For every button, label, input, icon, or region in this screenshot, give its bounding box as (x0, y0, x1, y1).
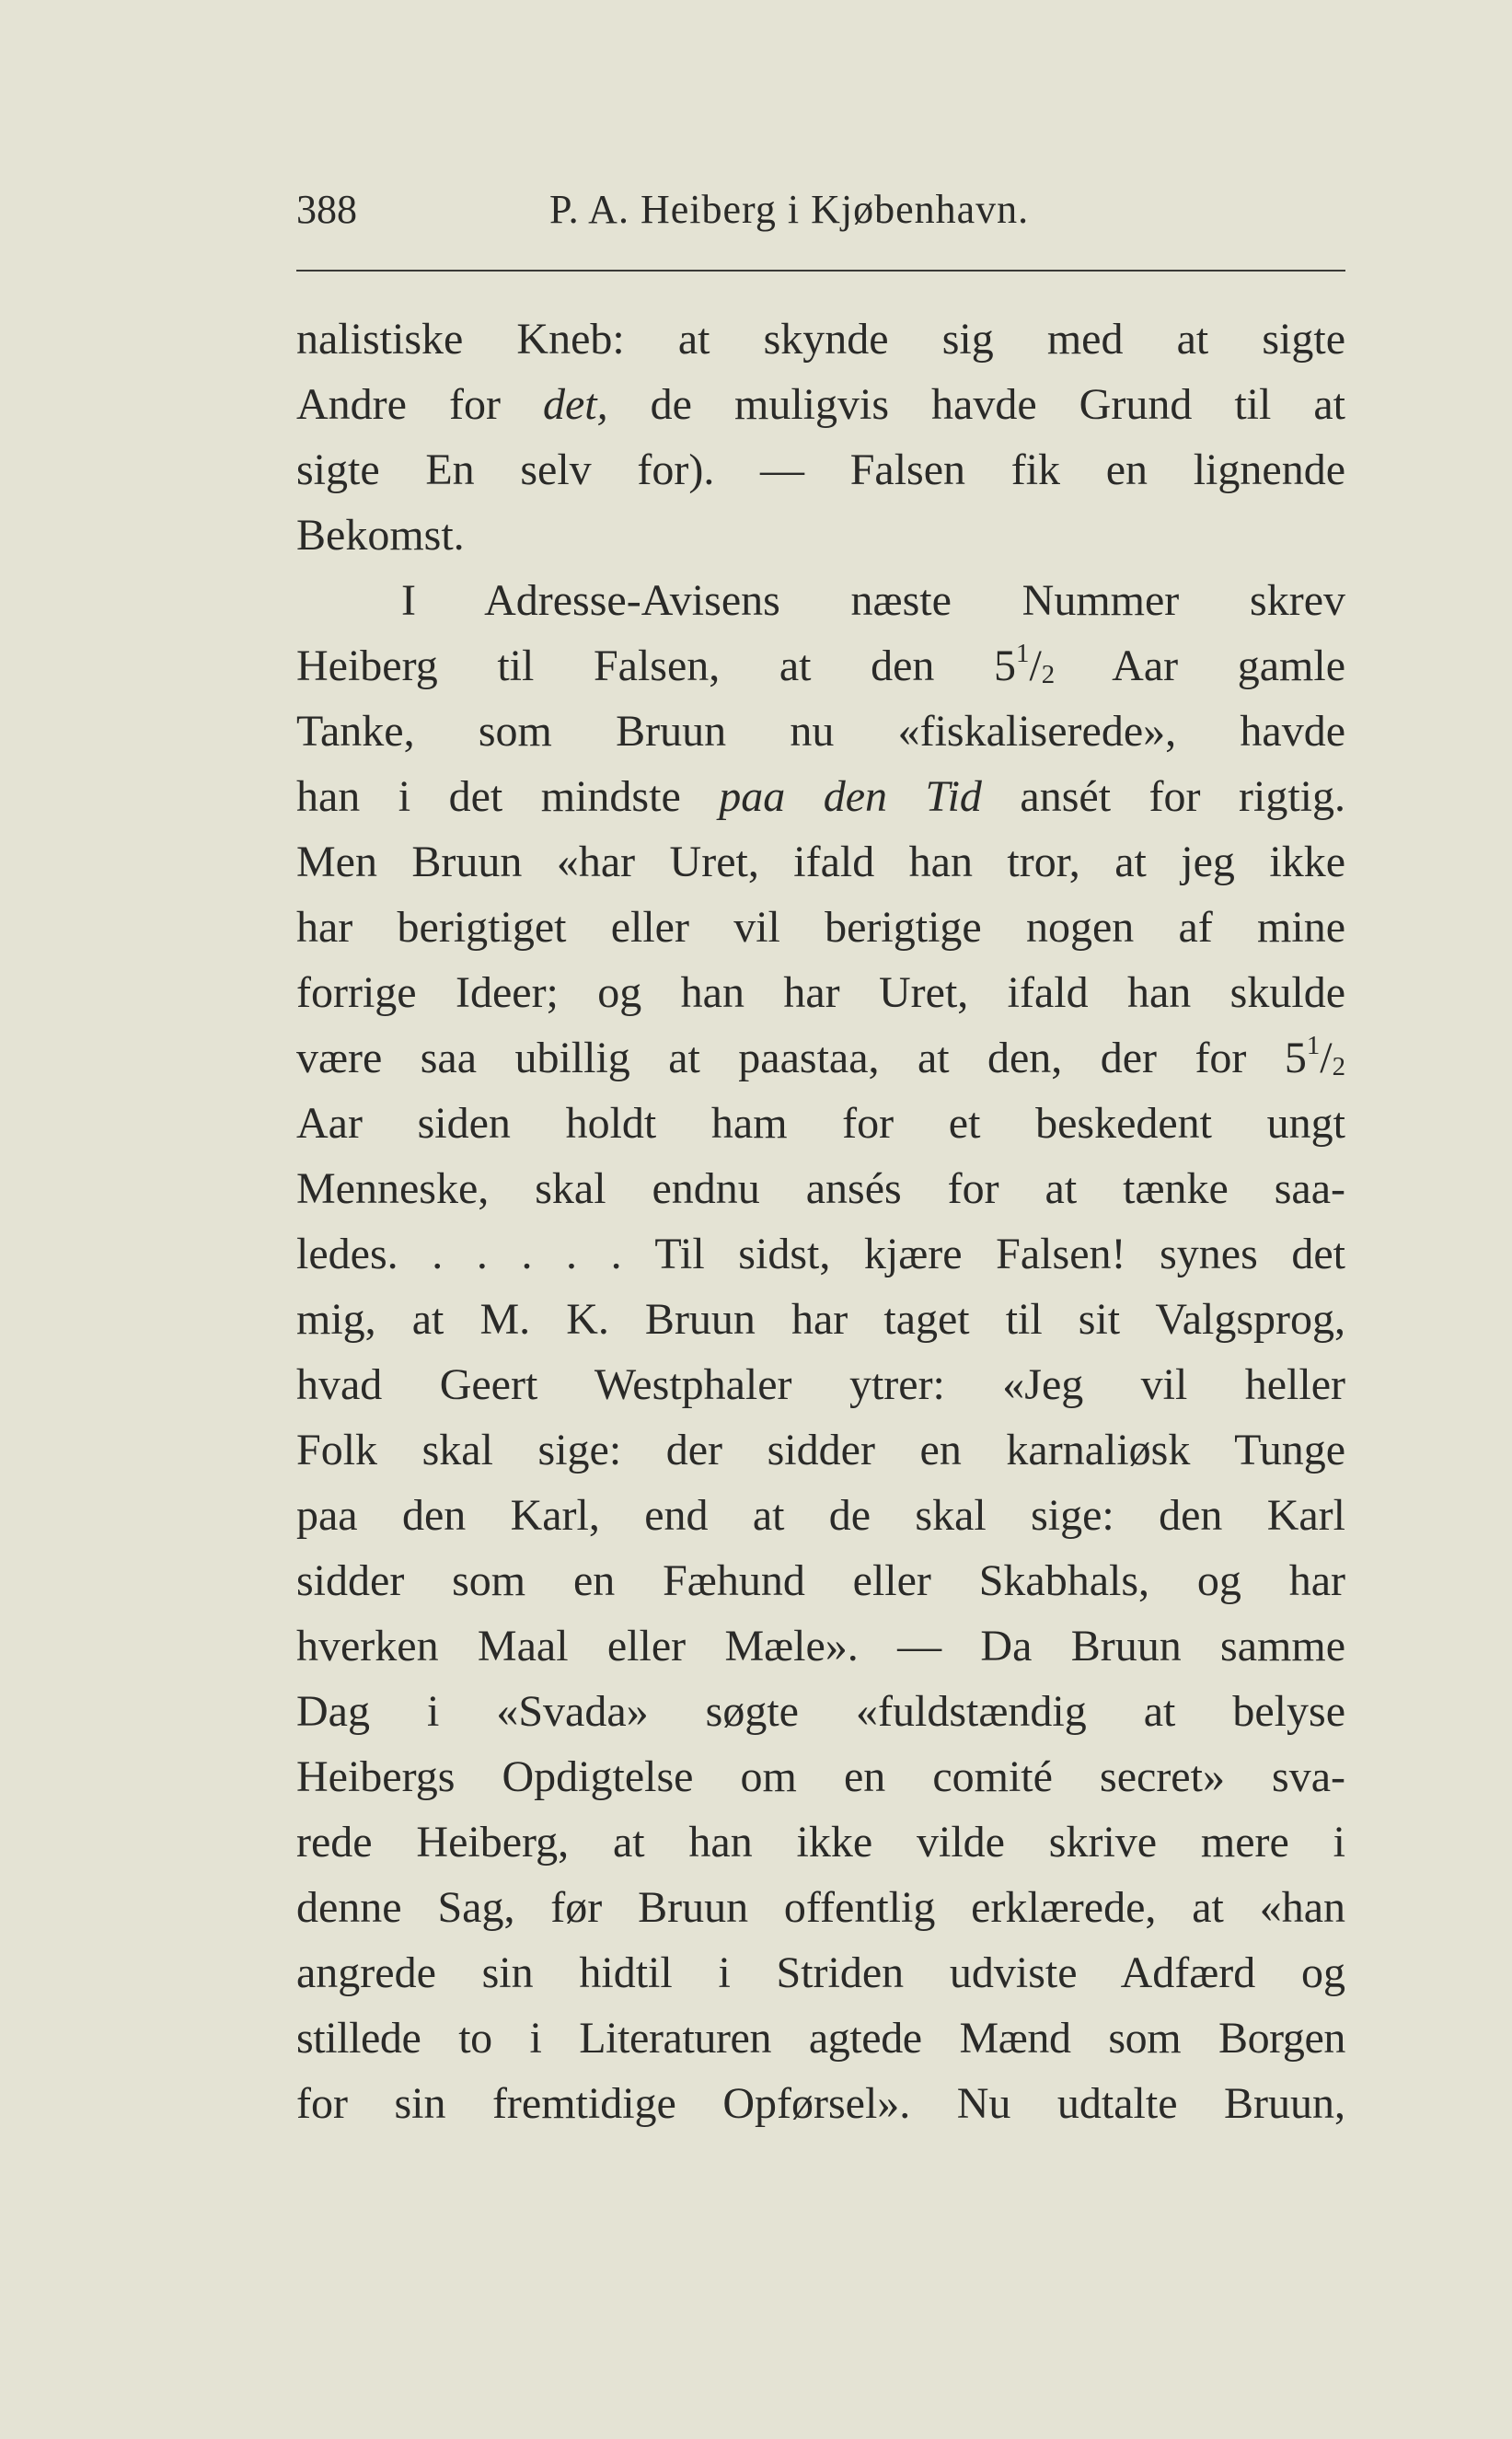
text-line: han i det mindste paa den Tid ansét for rigtig. (296, 772, 1346, 821)
text-line: sidder som en Fæhund eller Skabhals, og har (296, 1556, 1345, 1605)
text-line: rede Heiberg, at han ikke vilde skrive mere i (296, 1818, 1345, 1867)
fraction-slash: / (1029, 642, 1042, 690)
text-line: forrige Ideer; og han har Uret, ifald han skulde (296, 968, 1345, 1017)
paragraph-start: I Adresse-Avisens næste Nummer skrev (401, 576, 1345, 625)
text-line: være saa ubillig at paastaa, at den, der for $5^1/_2$ (296, 1030, 1345, 1082)
text-line: sigte En selv for). — Falsen fik en lignende (296, 445, 1345, 494)
header-rule (296, 270, 1345, 272)
text-line: nalistiske Kneb: at skynde sig med at sigte (296, 315, 1345, 364)
running-head: P. A. Heiberg i Kjøbenhavn. (549, 187, 1030, 232)
text-line: Heiberg til Falsen, at den $5^1/_2$ Aar gamle (296, 638, 1346, 690)
text-line: Men Bruun «har Uret, ifald han tror, at jeg ikke (296, 838, 1345, 886)
text-line: Menneske, skal endnu ansés for at tænke saa- (296, 1164, 1345, 1213)
fraction-slash: / (1320, 1034, 1333, 1082)
text-body (296, 306, 1345, 2136)
text-line: har berigtiget eller vil berigtige nogen af mine (296, 903, 1345, 952)
text-line: paa den Karl, end at de skal sige: den Karl (296, 1491, 1345, 1540)
text-line: Folk skal sige: der sidder en karnaliøsk Tunge (296, 1426, 1345, 1474)
text-line: Bekomst. (296, 511, 465, 560)
text-line: angrede sin hidtil i Striden udviste Adfærd og (296, 1948, 1345, 1997)
text-line: hvad Geert Westphaler ytrer: «Jeg vil heller (296, 1360, 1345, 1409)
fraction-denominator: 2 (1332, 1051, 1345, 1081)
text-line: mig, at M. K. Bruun har taget til sit Valgsprog, (296, 1295, 1345, 1344)
page-header (296, 173, 1345, 237)
text-line: Aar siden holdt ham for et beskedent ungt (296, 1099, 1345, 1148)
text-line: stillede to i Literaturen agtede Mænd som Borgen (296, 2014, 1345, 2063)
fraction-denominator: 2 (1041, 659, 1056, 689)
fraction-numerator: 1 (1016, 638, 1030, 668)
fraction-numerator: 1 (1306, 1030, 1321, 1060)
italic-text: det, (542, 380, 608, 429)
text-line: Dag i «Svada» søgte «fuldstændig at belyse (296, 1687, 1345, 1736)
italic-text: paa den Tid (719, 772, 982, 821)
text-line: for sin fremtidige Opførsel». Nu udtalte Bruun, (296, 2079, 1345, 2128)
text-line: Tanke, som Bruun nu «fiskaliserede», havde (296, 707, 1345, 756)
text-line: denne Sag, før Bruun offentlig erklærede, at «han (296, 1883, 1345, 1932)
text-line: Heibergs Opdigtelse om en comité secret» sva- (296, 1752, 1345, 1801)
page-number: 388 (296, 187, 357, 232)
text-line: Andre for det, de muligvis havde Grund til at (296, 380, 1346, 429)
text-line: ledes. . . . . . Til sidst, kjære Falsen! synes det (296, 1230, 1345, 1278)
text-line: hverken Maal eller Mæle». — Da Bruun samme (296, 1622, 1345, 1670)
